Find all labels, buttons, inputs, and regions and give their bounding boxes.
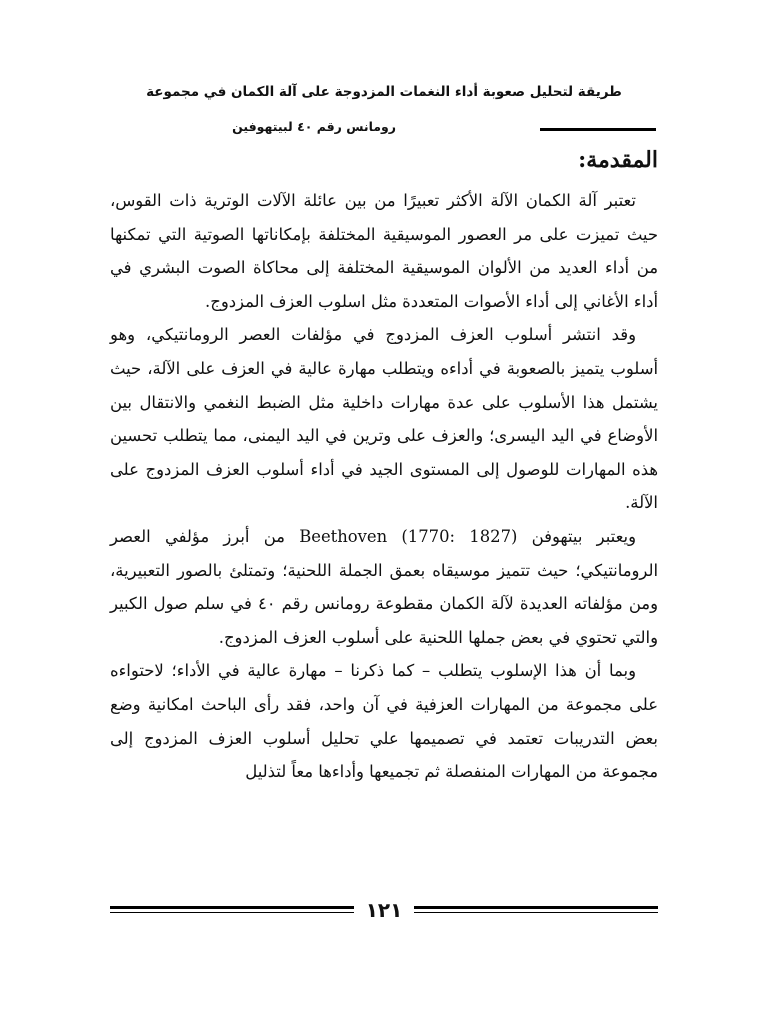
page-footer: [110, 898, 658, 928]
header-rule: [540, 128, 656, 131]
footer-rule-right: [414, 906, 658, 913]
paragraph: ويعتبر بيتهوفن Beethoven (1770: 1827) من أبرز مؤلفي العصر الرومانتيكي؛ حيث تتميز موسيقاه بعمق الجملة اللحنية؛ وتمتلئ بالصور التعبيرية، ومن مؤلفاته العديدة لآلة الكمان مقطوعة رومانس رقم ٤٠ في سلم صول الكبير والتي تحتوي في بعض جملها اللحنية على أسلوب العزف المزدوج.: [110, 526, 658, 647]
running-header-title: طريقة لتحليل صعوبة أداء النغمات المزدوجة على آلة الكمان في مجموعة: [146, 84, 622, 100]
paragraph: تعتبر آلة الكمان الآلة الأكثر تعبيرًا من بين عائلة الآلات الوترية ذات القوس، حيث تميزت على مر العصور الموسيقية المختلفة بإمكاناتها الصوتية التي تمكنها من أداء العديد من الألوان الموسيقية المختلفة إلى محاكاة الصوت البشري في أداء الأغاني إلى أداء الأصوات المتعددة مثل اسلوب العزف المزدوج.: [110, 191, 658, 311]
running-header-subtitle: رومانس رقم ٤٠ لبيتهوفين: [232, 119, 396, 134]
section-title: المقدمة:: [578, 147, 658, 173]
body-text: [110, 184, 658, 789]
paragraph: وبما أن هذا الإسلوب يتطلب – كما ذكرنا – مهارة عالية في الأداء؛ لاحتواءه على مجموعة من المهارات العزفية في آن واحد، فقد رأى الباحث امكانية وضع بعض التدريبات تعتمد في تصميمها علي تحليل أسلوب العزف المزدوج إلى مجموعة من المهارات المنفصلة ثم تجميعها وأداءها معاً لتذليل: [110, 661, 658, 782]
page-number: ١٢١: [365, 898, 403, 922]
footer-rule-left: [110, 906, 354, 913]
paragraph: وقد انتشر أسلوب العزف المزدوج في مؤلفات العصر الرومانتيكي، وهو أسلوب يتميز بالصعوبة في أداءه ويتطلب مهارة عالية في العزف على الآلة، حيث يشتمل هذا الأسلوب على عدة مهارات داخلية مثل الضبط النغمي والانتقال بين الأوضاع في اليد اليسرى؛ والعزف على وترين في اليد اليمنى، مما يتطلب تحسين هذه المهارات للوصول إلى المستوى الجيد في أداء أسلوب العزف المزدوج على الآلة.: [110, 325, 658, 513]
